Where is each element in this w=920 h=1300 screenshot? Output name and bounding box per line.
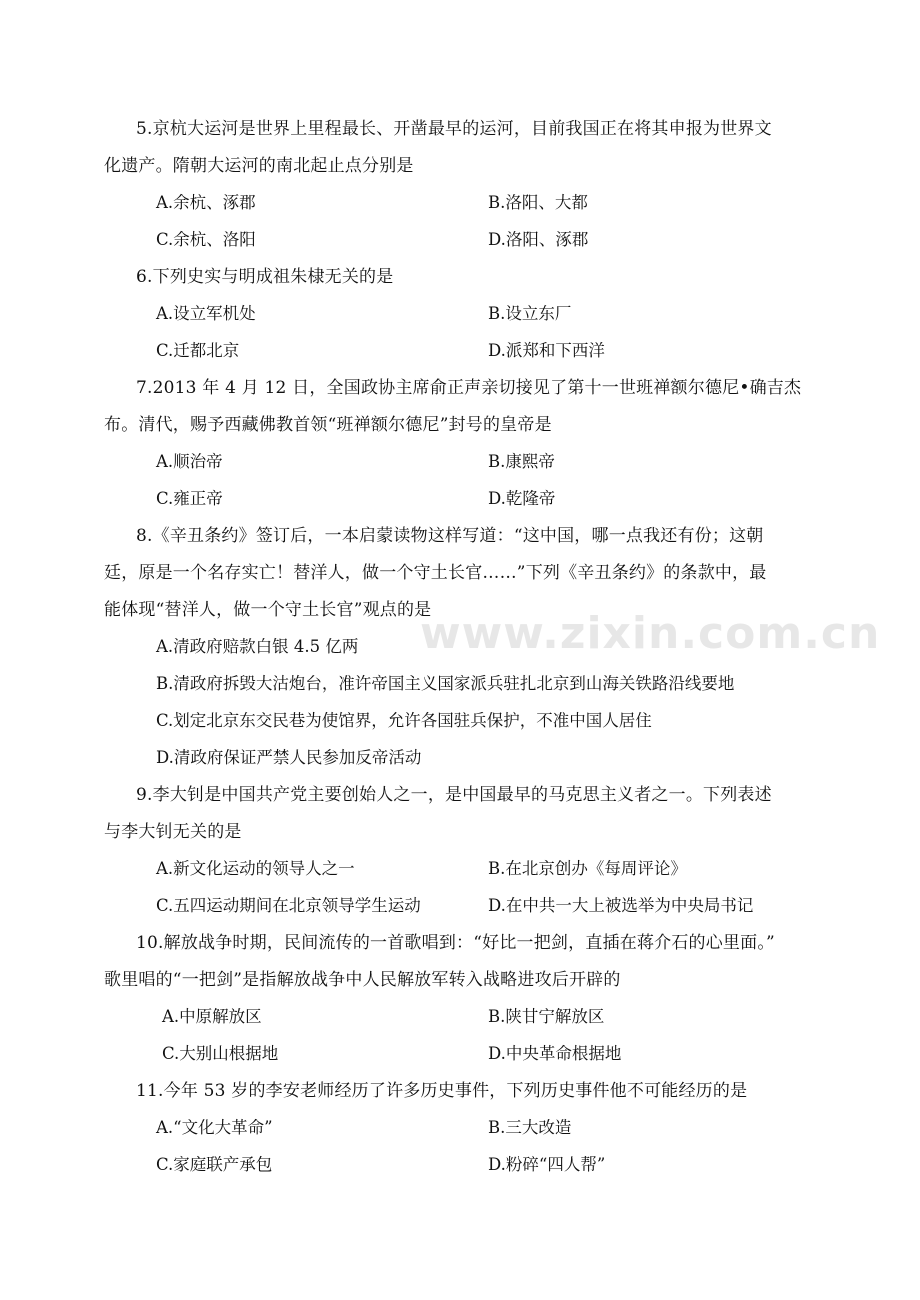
q10-option-d: D.中央革命根据地: [488, 1044, 622, 1063]
q7-option-a: A.顺治帝: [156, 452, 223, 471]
q11-option-b: B.三大改造: [488, 1118, 572, 1137]
q10-stem-line-1: 10.解放战争时期，民间流传的一首歌唱到：“好比一把剑，直插在蒋介石的心里面。”: [136, 933, 775, 953]
q7-option-d: D.乾隆帝: [488, 489, 556, 508]
q8-option-c: C.划定北京东交民巷为使馆界，允许各国驻兵保护，不准中国人居住: [156, 711, 652, 730]
q11-option-c: C.家庭联产承包: [156, 1155, 273, 1174]
q6-option-b: B.设立东厂: [488, 304, 572, 323]
q6-option-c: C.迁都北京: [156, 341, 240, 360]
q9-option-c: C.五四运动期间在北京领导学生运动: [156, 896, 421, 915]
q9-stem-line-2: 与李大钊无关的是: [104, 822, 242, 842]
q9-option-b: B.在北京创办《每周评论》: [488, 859, 687, 878]
q8-option-a: A.清政府赔款白银 4.5 亿两: [156, 637, 359, 656]
q8-stem-line-1: 8.《辛丑条约》签订后，一本启蒙读物这样写道：“这中国，哪一点我还有份；这朝: [136, 526, 764, 546]
q8-stem-line-2: 廷，原是一个名存实亡！替洋人，做一个守土长官……”下列《辛丑条约》的条款中，最: [104, 563, 767, 583]
q5-stem-line-1: 5.京杭大运河是世界上里程最长、开凿最早的运河，目前我国正在将其申报为世界文: [136, 119, 772, 139]
q8-option-b: B.清政府拆毁大沽炮台，准许帝国主义国家派兵驻扎北京到山海关铁路沿线要地: [156, 674, 735, 693]
q11-option-d: D.粉碎“四人帮”: [488, 1155, 606, 1174]
q10-option-b: B.陕甘宁解放区: [488, 1007, 605, 1026]
q9-option-a: A.新文化运动的领导人之一: [156, 859, 355, 878]
q5-option-b: B.洛阳、大都: [488, 193, 588, 212]
q10-option-c: C.大别山根据地: [162, 1044, 279, 1063]
q6-option-a: A.设立军机处: [156, 304, 256, 323]
q8-stem-line-3: 能体现“替洋人，做一个守土长官”观点的是: [104, 600, 432, 620]
q5-option-a: A.余杭、涿郡: [156, 193, 256, 212]
watermark: www.zixin.com.cn: [420, 608, 881, 659]
q11-option-a: A.“文化大革命”: [156, 1118, 273, 1137]
q7-stem-line-1: 7.2013 年 4 月 12 日，全国政协主席俞正声亲切接见了第十一世班禅额尔德尼•确吉杰: [136, 378, 802, 398]
q7-option-b: B.康熙帝: [488, 452, 555, 471]
q8-option-d: D.清政府保证严禁人民参加反帝活动: [156, 748, 422, 767]
q7-stem-line-2: 布。清代，赐予西藏佛教首领“班禅额尔德尼”封号的皇帝是: [104, 415, 552, 435]
q11-stem-line-1: 11.今年 53 岁的李安老师经历了许多历史事件，下列历史事件他不可能经历的是: [136, 1081, 748, 1101]
q7-option-c: C.雍正帝: [156, 489, 223, 508]
q10-stem-line-2: 歌里唱的“一把剑”是指解放战争中人民解放军转入战略进攻后开辟的: [104, 970, 621, 990]
q5-stem-line-2: 化遗产。隋朝大运河的南北起止点分别是: [104, 156, 414, 176]
q6-option-d: D.派郑和下西洋: [488, 341, 605, 360]
q5-option-c: C.余杭、洛阳: [156, 230, 256, 249]
q6-stem-line-1: 6.下列史实与明成祖朱棣无关的是: [136, 267, 394, 287]
q10-option-a: A.中原解放区: [162, 1007, 262, 1026]
q5-option-d: D.洛阳、涿郡: [488, 230, 589, 249]
q9-option-d: D.在中共一大上被选举为中央局书记: [488, 896, 754, 915]
q9-stem-line-1: 9.李大钊是中国共产党主要创始人之一，是中国最早的马克思主义者之一。下列表述: [136, 785, 772, 805]
